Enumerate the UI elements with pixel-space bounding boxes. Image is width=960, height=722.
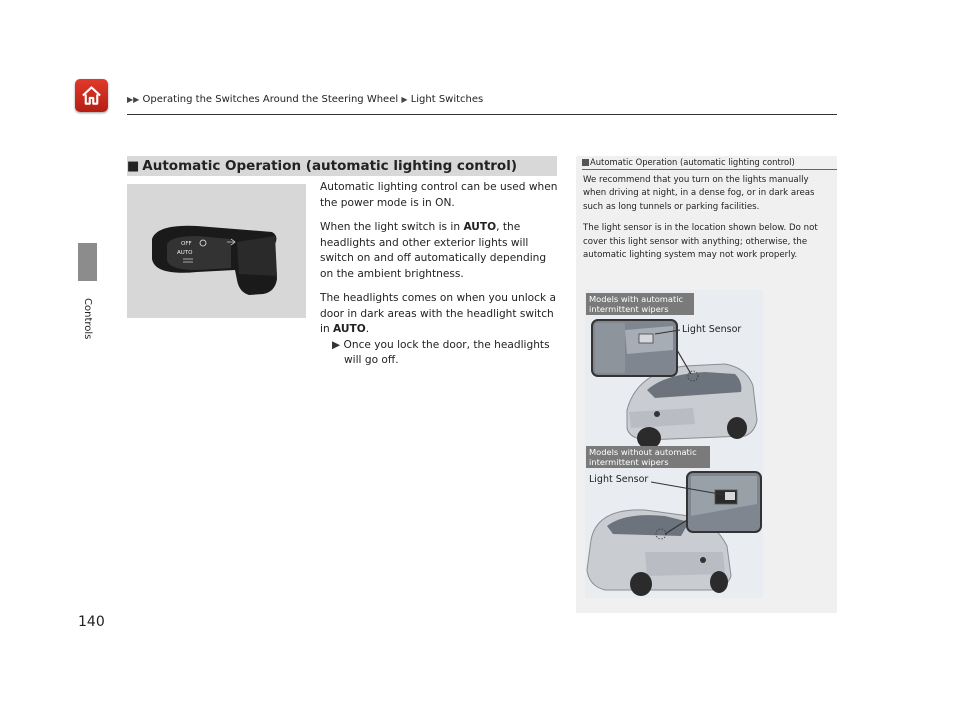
- sensor-inset-top: [592, 320, 691, 376]
- paragraph-2: When the light switch is in AUTO, the headlights and other exterior lights will switch on and off automatically depending on the ambient brightness.: [320, 221, 547, 280]
- light-sensor-illustration: [585, 290, 763, 598]
- switch-off-label: OFF: [181, 241, 192, 247]
- tag-models-with-wipers: Models with automatic intermittent wipers: [586, 293, 694, 315]
- paragraph-3: The headlights comes on when you unlock a door in dark areas with the headlight switch in AUTO.: [320, 292, 556, 335]
- switch-stalk-illustration: [127, 184, 306, 318]
- home-button[interactable]: [75, 79, 108, 112]
- paragraph-1: Automatic lighting control can be used when the power mode is in ON.: [320, 181, 558, 209]
- side-tab-block: [78, 243, 97, 281]
- breadcrumb-item-light-switches[interactable]: Light Switches: [410, 94, 484, 105]
- auto-bold-2: AUTO: [333, 323, 366, 335]
- sub-note: ▶ Once you lock the door, the headlights will go off.: [332, 338, 550, 366]
- note-title: Automatic Operation (automatic lighting control): [582, 157, 795, 167]
- section-heading: [127, 156, 557, 176]
- car-illustration: [585, 290, 763, 598]
- light-switch-photo: [127, 184, 306, 318]
- page-number: 140: [78, 614, 105, 630]
- section-marker-icon: ■: [127, 159, 140, 174]
- note-paragraph-1: We recommend that you turn on the lights manually when driving at night, in a dense fog, or in dark areas such as long tunnels or parking facilities.: [583, 175, 815, 212]
- triangle-icon: ▶: [332, 338, 344, 351]
- note-rule: [582, 169, 837, 170]
- switch-auto-label: AUTO: [177, 250, 193, 256]
- arrow-icon: ▶: [401, 95, 408, 104]
- body-text: [320, 180, 560, 378]
- side-tab-label[interactable]: Controls: [82, 298, 93, 340]
- note-body: [583, 174, 833, 270]
- tag-models-without-wipers: Models without automatic intermittent wipers: [586, 446, 710, 468]
- home-icon: [80, 84, 103, 107]
- note-paragraph-2: The light sensor is in the location shown below. Do not cover this light sensor with anything; otherwise, the automatic lighting system may not work properly.: [583, 223, 818, 261]
- double-arrow-icon: ▶▶: [127, 95, 140, 104]
- light-sensor-label-top: Light Sensor: [682, 324, 742, 335]
- section-title: Automatic Operation (automatic lighting control): [142, 158, 518, 174]
- breadcrumb-item-switches[interactable]: Operating the Switches Around the Steering Wheel: [142, 94, 399, 105]
- note-marker-icon: [582, 159, 589, 166]
- breadcrumb: [127, 94, 483, 105]
- auto-bold-1: AUTO: [463, 221, 497, 233]
- light-sensor-label-bottom: Light Sensor: [589, 474, 649, 485]
- header-rule: [127, 114, 837, 115]
